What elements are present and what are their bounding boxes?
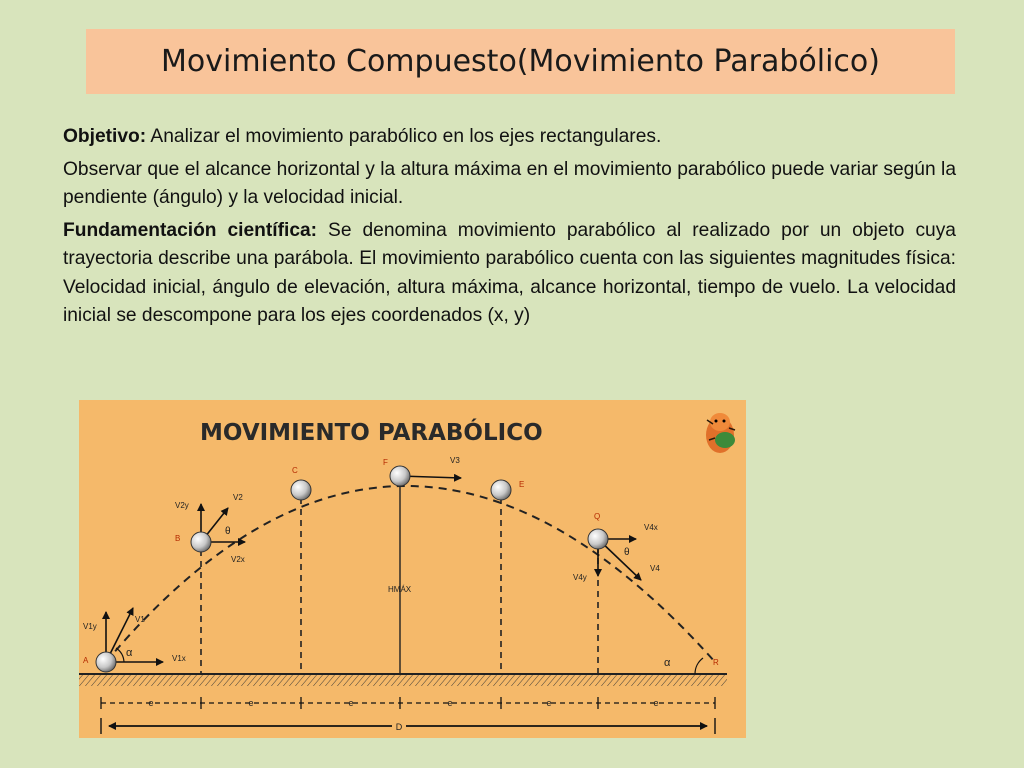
objective-text: Analizar el movimiento parabólico en los ejes rectangulares.: [146, 126, 662, 147]
segment-label: e: [546, 698, 552, 708]
distance-label: D: [395, 722, 403, 732]
parabolic-motion-diagram: [79, 400, 746, 738]
alpha-label-a: α: [126, 647, 133, 659]
v1x-label: V1x: [172, 654, 186, 663]
foundation-label: Fundamentación científica:: [63, 219, 318, 241]
theta-label-q: θ: [624, 547, 630, 558]
v1y-label: V1y: [83, 622, 97, 631]
segment-dimension-line: [101, 697, 715, 709]
segment-label: e: [447, 698, 453, 708]
ground-hatch: [79, 674, 727, 686]
parabolic-motion-figure: [79, 400, 746, 738]
v3-label: V3: [450, 456, 460, 465]
ball-e: [491, 480, 511, 500]
point-b-label: B: [175, 534, 181, 543]
observation-paragraph: Observar que el alcance horizontal y la altura máxima en el movimiento parabólico puede variar según la pendiente (ángulo) y la velocidad inicial.: [63, 158, 956, 208]
segment-label: e: [148, 698, 154, 708]
point-f-label: F: [383, 458, 388, 467]
trajectory-curve: [106, 486, 715, 662]
objective-label: Objetivo:: [63, 126, 147, 147]
foundation-text: Se denomina movimiento parabólico al realizado por un objeto cuya trayectoria describe una parábola. El movimiento parabólico cuenta con las siguientes magnitudes física: Velocidad inicial, ángulo de elevación, altura máxima, alcance horizontal, tiempo de vuelo. La velocidad inicial se descompone para los ejes coordenados (x, y): [63, 219, 956, 326]
tiger-mascot-icon: [706, 413, 735, 453]
alpha-label-r: α: [664, 657, 671, 669]
theta-label-b: θ: [225, 526, 231, 537]
hmax-label: HMÁX: [388, 585, 412, 594]
segment-label: e: [248, 698, 254, 708]
point-c-label: C: [292, 466, 298, 475]
segment-label: e: [653, 698, 659, 708]
point-q-label: Q: [594, 512, 601, 521]
objective-paragraph: [63, 123, 956, 152]
body-text: [63, 123, 956, 335]
ball-f: [390, 466, 410, 486]
v4x-label: V4x: [644, 523, 658, 532]
v2y-label: V2y: [175, 501, 189, 510]
ball-c: [291, 480, 311, 500]
alpha-arc-r: [695, 658, 703, 674]
slide-title-box: [86, 29, 955, 94]
figure-title: MOVIMIENTO PARABÓLICO: [200, 420, 543, 446]
point-r-label: R: [713, 658, 719, 667]
v4-label: V4: [650, 564, 660, 573]
v2x-label: V2x: [231, 555, 245, 564]
ball-a: [96, 652, 116, 672]
point-a-label: A: [83, 656, 89, 665]
slide-title: Movimiento Compuesto(Movimiento Parabólico): [161, 44, 880, 79]
ball-b: [191, 532, 211, 552]
v1-label: V1: [135, 615, 145, 624]
foundation-paragraph: [63, 217, 956, 331]
ball-q: [588, 529, 608, 549]
v4y-label: V4y: [573, 573, 587, 582]
segment-label: e: [348, 698, 354, 708]
point-e-label: E: [519, 480, 525, 489]
v2-label: V2: [233, 493, 243, 502]
distance-dimension-line: [101, 718, 715, 734]
